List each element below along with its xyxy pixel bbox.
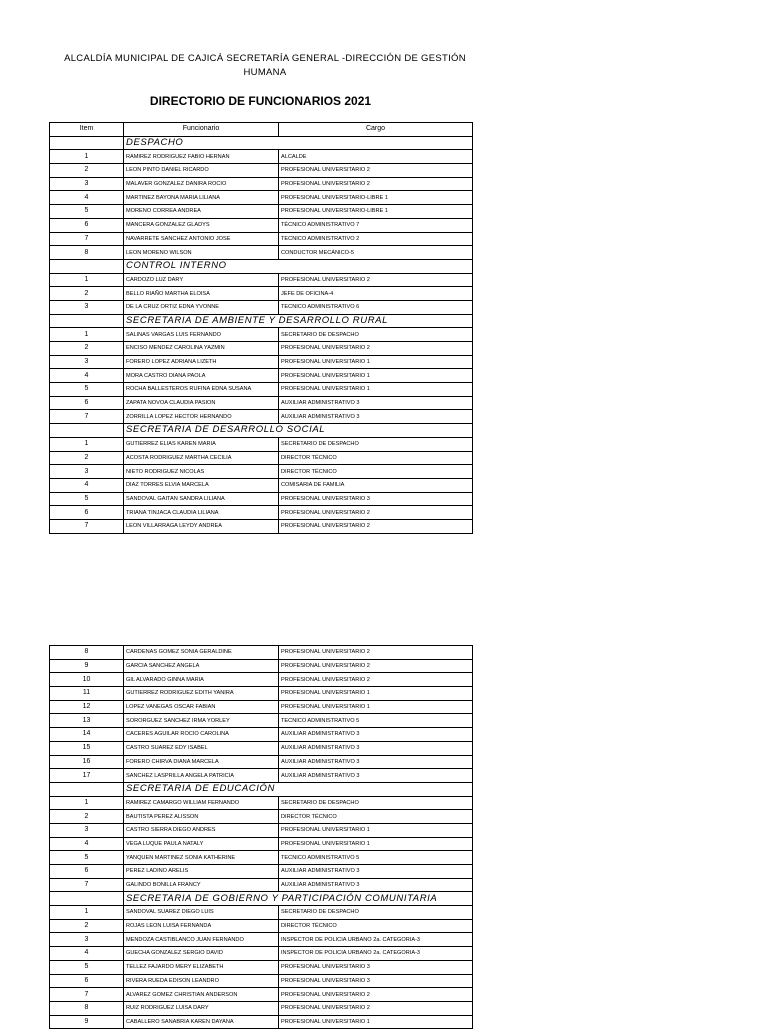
table-row xyxy=(50,673,473,687)
table-row xyxy=(50,865,473,879)
cargo-cell: SECRETARIO DE DESPACHO xyxy=(279,328,473,342)
item-cell: 5 xyxy=(50,383,124,397)
item-cell: 12 xyxy=(50,700,124,714)
funcionario-cell: MORENO CORREA ANDREA xyxy=(124,205,279,219)
cargo-cell: PROFESIONAL UNIVERSITARIO 2 xyxy=(279,506,473,520)
table-row xyxy=(50,796,473,810)
table-row xyxy=(50,974,473,988)
table-row xyxy=(50,451,473,465)
item-cell: 3 xyxy=(50,355,124,369)
funcionario-cell: ALVAREZ GOMEZ CHRISTIAN ANDERSON xyxy=(124,988,279,1002)
funcionario-cell: PEREZ LADINO ARELIS xyxy=(124,865,279,879)
cargo-cell: PROFESIONAL UNIVERSITARIO 2 xyxy=(279,342,473,356)
item-cell: 17 xyxy=(50,769,124,783)
cargo-cell: TECNICO ADMINISTRATIVO 5 xyxy=(279,851,473,865)
table-row xyxy=(50,328,473,342)
table-row xyxy=(50,714,473,728)
item-cell: 7 xyxy=(50,410,124,424)
funcionario-cell: CACERES AGUILAR ROCIO CAROLINA xyxy=(124,728,279,742)
table-row xyxy=(50,287,473,301)
cargo-cell: TECNICO ADMINISTRATIVO 6 xyxy=(279,300,473,314)
cargo-cell: AUXILIAR ADMINISTRATIVO 3 xyxy=(279,865,473,879)
table-row xyxy=(50,273,473,287)
funcionario-cell: LEON PINTO DANIEL RICARDO xyxy=(124,164,279,178)
cargo-cell: DIRECTOR TÉCNICO xyxy=(279,465,473,479)
funcionario-cell: DIAZ TORRES ELVIA MARCELA xyxy=(124,478,279,492)
funcionario-cell: BAUTISTA PEREZ ALISSON xyxy=(124,810,279,824)
item-cell: 3 xyxy=(50,823,124,837)
cargo-cell: SECRETARIO DE DESPACHO xyxy=(279,796,473,810)
table-row xyxy=(50,988,473,1002)
cargo-cell: AUXILIAR ADMINISTRATIVO 3 xyxy=(279,410,473,424)
funcionario-cell: CABALLERO SANABRIA KAREN DAYANA xyxy=(124,1015,279,1029)
item-cell: 5 xyxy=(50,205,124,219)
item-cell: 1 xyxy=(50,328,124,342)
cargo-cell: PROFESIONAL UNIVERSITARIO 1 xyxy=(279,383,473,397)
item-cell: 4 xyxy=(50,947,124,961)
table-row xyxy=(50,342,473,356)
table-row xyxy=(50,755,473,769)
cargo-cell: PROFESIONAL UNIVERSITARIO 3 xyxy=(279,960,473,974)
item-cell: 2 xyxy=(50,287,124,301)
table-row xyxy=(50,355,473,369)
item-cell: 8 xyxy=(50,246,124,260)
funcionario-cell: FORERO LOPEZ ADRIANA LIZETH xyxy=(124,355,279,369)
funcionario-cell: ZORRILLA LOPEZ HECTOR HERNANDO xyxy=(124,410,279,424)
funcionario-cell: GUECHA GONZALEZ SERGIO DAVID xyxy=(124,947,279,961)
cargo-cell: PROFESIONAL UNIVERSITARIO 2 xyxy=(279,646,473,660)
column-header-item: Item xyxy=(50,123,124,137)
item-cell: 4 xyxy=(50,191,124,205)
item-cell: 3 xyxy=(50,933,124,947)
item-cell: 7 xyxy=(50,988,124,1002)
table-row xyxy=(50,700,473,714)
item-cell: 8 xyxy=(50,1001,124,1015)
table-row xyxy=(50,851,473,865)
cargo-cell: PROFESIONAL UNIVERSITARIO-LIBRE 1 xyxy=(279,205,473,219)
cargo-cell: TÉCNICO ADMINISTRATIVO 7 xyxy=(279,218,473,232)
cargo-cell: PROFESIONAL UNIVERSITARIO 1 xyxy=(279,687,473,701)
table-row xyxy=(50,1015,473,1029)
section-title: SECRETARIA DE DESARROLLO SOCIAL xyxy=(124,424,473,438)
table-row xyxy=(50,837,473,851)
cargo-cell: PROFESIONAL UNIVERSITARIO 1 xyxy=(279,837,473,851)
cargo-cell: INSPECTOR DE POLICIA URBANO 2a. CATEGORIA-3 xyxy=(279,947,473,961)
cargo-cell: TECNICO ADMINISTRATIVO 2 xyxy=(279,232,473,246)
item-cell: 2 xyxy=(50,810,124,824)
item-cell: 2 xyxy=(50,451,124,465)
table-row xyxy=(50,769,473,783)
cargo-cell: PROFESIONAL UNIVERSITARIO 1 xyxy=(279,823,473,837)
table-row xyxy=(50,437,473,451)
cargo-cell: INSPECTOR DE POLICIA URBANO 2a. CATEGORIA-3 xyxy=(279,933,473,947)
funcionario-cell: MANCERA GONZALEZ GLADYS xyxy=(124,218,279,232)
section-blank-cell xyxy=(50,782,124,796)
cargo-cell: DIRECTOR TÉCNICO xyxy=(279,451,473,465)
table-row xyxy=(50,728,473,742)
table-row xyxy=(50,396,473,410)
item-cell: 3 xyxy=(50,177,124,191)
cargo-cell: AUXILIAR ADMINISTRATIVO 3 xyxy=(279,769,473,783)
column-header-cargo: Cargo xyxy=(279,123,473,137)
section-row xyxy=(50,424,473,438)
table-row xyxy=(50,191,473,205)
funcionario-cell: SALINAS VARGAS LUIS FERNANDO xyxy=(124,328,279,342)
directory-title: DIRECTORIO DE FUNCIONARIOS 2021 xyxy=(149,94,372,108)
table-row xyxy=(50,465,473,479)
section-title: SECRETARIA DE AMBIENTE Y DESARROLLO RURAL xyxy=(124,314,473,328)
cargo-cell: PROFESIONAL UNIVERSITARIO 2 xyxy=(279,1001,473,1015)
item-cell: 6 xyxy=(50,396,124,410)
section-row xyxy=(50,892,473,906)
cargo-cell: PROFESIONAL UNIVERSITARIO 2 xyxy=(279,177,473,191)
table-row xyxy=(50,246,473,260)
funcionario-cell: CARDENAS GOMEZ SONIA GERALDINE xyxy=(124,646,279,660)
funcionario-cell: SANCHEZ LASPRILLA ANGELA PATRICIA xyxy=(124,769,279,783)
column-header-funcionario: Funcionario xyxy=(124,123,279,137)
table-row xyxy=(50,906,473,920)
table-row xyxy=(50,919,473,933)
funcionario-cell: TELLEZ FAJARDO MERY ELIZABETH xyxy=(124,960,279,974)
section-blank-cell xyxy=(50,136,124,150)
table-header-row xyxy=(50,123,473,137)
funcionario-cell: LOPEZ VANEGAS OSCAR FABIAN xyxy=(124,700,279,714)
item-cell: 6 xyxy=(50,974,124,988)
cargo-cell: SECRETARIO DE DESPACHO xyxy=(279,906,473,920)
cargo-cell: AUXILIAR ADMINISTRATIVO 3 xyxy=(279,396,473,410)
cargo-cell: PROFESIONAL UNIVERSITARIO 2 xyxy=(279,273,473,287)
section-title: DESPACHO xyxy=(124,136,473,150)
cargo-cell: DIRECTOR TÉCNICO xyxy=(279,810,473,824)
item-cell: 5 xyxy=(50,851,124,865)
table-row xyxy=(50,177,473,191)
table-row xyxy=(50,519,473,533)
funcionario-cell: CASTRO SIERRA DIEGO ANDRES xyxy=(124,823,279,837)
item-cell: 6 xyxy=(50,865,124,879)
table-row xyxy=(50,205,473,219)
cargo-cell: SECRETARIO DE DESPACHO xyxy=(279,437,473,451)
section-title: SECRETARIA DE EDUCACIÓN xyxy=(124,782,473,796)
item-cell: 2 xyxy=(50,164,124,178)
funcionario-cell: TRIANA TINJACA CLAUDIA LILIANA xyxy=(124,506,279,520)
table-row xyxy=(50,810,473,824)
item-cell: 13 xyxy=(50,714,124,728)
funcionario-cell: LEON VILLARRAGA LEYDY ANDREA xyxy=(124,519,279,533)
item-cell: 9 xyxy=(50,1015,124,1029)
cargo-cell: PROFESIONAL UNIVERSITARIO 2 xyxy=(279,519,473,533)
item-cell: 1 xyxy=(50,150,124,164)
item-cell: 2 xyxy=(50,919,124,933)
table-row xyxy=(50,383,473,397)
item-cell: 15 xyxy=(50,741,124,755)
item-cell: 3 xyxy=(50,465,124,479)
table-row xyxy=(50,300,473,314)
item-cell: 1 xyxy=(50,906,124,920)
table-row xyxy=(50,960,473,974)
item-cell: 2 xyxy=(50,342,124,356)
table-row xyxy=(50,150,473,164)
funcionario-cell: SORORGUEZ SANCHEZ IRMA YORLEY xyxy=(124,714,279,728)
funcionario-cell: MORA CASTRO DIANA PAOLA xyxy=(124,369,279,383)
item-cell: 5 xyxy=(50,960,124,974)
table-row xyxy=(50,1001,473,1015)
item-cell: 1 xyxy=(50,796,124,810)
cargo-cell: AUXILIAR ADMINISTRATIVO 3 xyxy=(279,728,473,742)
section-title: SECRETARIA DE GOBIERNO Y PARTICIPACIÓN COMUNITARIA xyxy=(124,892,473,906)
section-row xyxy=(50,782,473,796)
cargo-cell: PROFESIONAL UNIVERSITARIO 2 xyxy=(279,673,473,687)
funcionario-cell: RUIZ RODRIGUEZ LUISA DARY xyxy=(124,1001,279,1015)
table-row xyxy=(50,646,473,660)
item-cell: 6 xyxy=(50,506,124,520)
item-cell: 11 xyxy=(50,687,124,701)
funcionario-cell: RIVERA RUEDA EDISON LEANDRO xyxy=(124,974,279,988)
item-cell: 3 xyxy=(50,300,124,314)
table-row xyxy=(50,933,473,947)
item-cell: 7 xyxy=(50,878,124,892)
table-row xyxy=(50,741,473,755)
cargo-cell: AUXILIAR ADMINISTRATIVO 3 xyxy=(279,755,473,769)
table-row xyxy=(50,947,473,961)
cargo-cell: TECNICO ADMINISTRATIVO 5 xyxy=(279,714,473,728)
table-row xyxy=(50,369,473,383)
item-cell: 5 xyxy=(50,492,124,506)
cargo-cell: ALCALDE xyxy=(279,150,473,164)
organization-header: ALCALDÍA MUNICIPAL DE CAJICÁ SECRETARÍA GENERAL -DIRECCIÓN DE GESTIÓN HUMANA xyxy=(64,53,466,78)
item-cell: 7 xyxy=(50,519,124,533)
table-row xyxy=(50,410,473,424)
funcionario-cell: GALINDO BONILLA FRANCY xyxy=(124,878,279,892)
cargo-cell: PROFESIONAL UNIVERSITARIO 1 xyxy=(279,355,473,369)
funcionario-cell: GARCIA SANCHEZ ANGELA xyxy=(124,659,279,673)
funcionario-cell: ENCISO MENDEZ CAROLINA YAZMIN xyxy=(124,342,279,356)
cargo-cell: PROFESIONAL UNIVERSITARIO 1 xyxy=(279,700,473,714)
funcionario-cell: GUTIERREZ RODRIGUEZ EDITH YANIRA xyxy=(124,687,279,701)
cargo-cell: PROFESIONAL UNIVERSITARIO 3 xyxy=(279,492,473,506)
item-cell: 8 xyxy=(50,646,124,660)
item-cell: 4 xyxy=(50,837,124,851)
funcionario-cell: GIL ALVARADO GINNA MARIA xyxy=(124,673,279,687)
funcionario-cell: RAMIREZ CAMARGO WILLIAM FERNANDO xyxy=(124,796,279,810)
cargo-cell: PROFESIONAL UNIVERSITARIO 3 xyxy=(279,974,473,988)
funcionario-cell: BELLO RIAÑO MARTHA ELOISA xyxy=(124,287,279,301)
section-row xyxy=(50,314,473,328)
funcionario-cell: DE LA CRUZ ORTIZ EDNA YVONNE xyxy=(124,300,279,314)
funcionario-cell: LEON MORENO WILSON xyxy=(124,246,279,260)
section-blank-cell xyxy=(50,892,124,906)
table-row xyxy=(50,232,473,246)
section-blank-cell xyxy=(50,424,124,438)
item-cell: 7 xyxy=(50,232,124,246)
funcionario-cell: YANQUEN MARTINEZ SONIA KATHERINE xyxy=(124,851,279,865)
table-row xyxy=(50,878,473,892)
section-blank-cell xyxy=(50,314,124,328)
funcionario-cell: ACOSTA RODRIGUEZ MARTHA CECILIA xyxy=(124,451,279,465)
funcionario-cell: MARTINEZ BAYONA MARIA LILIANA xyxy=(124,191,279,205)
item-cell: 4 xyxy=(50,369,124,383)
directory-table-page-2 xyxy=(49,645,473,1029)
table-row xyxy=(50,506,473,520)
table-row xyxy=(50,478,473,492)
cargo-cell: JEFE DE OFICINA-4 xyxy=(279,287,473,301)
item-cell: 1 xyxy=(50,437,124,451)
funcionario-cell: SANDOVAL SUAREZ DIEGO LUIS xyxy=(124,906,279,920)
cargo-cell: AUXILIAR ADMINISTRATIVO 3 xyxy=(279,741,473,755)
funcionario-cell: VEGA LUQUE PAULA NATALY xyxy=(124,837,279,851)
section-row xyxy=(50,136,473,150)
cargo-cell: PROFESIONAL UNIVERSITARIO 2 xyxy=(279,659,473,673)
funcionario-cell: ZAPATA NOVOA CLAUDIA PASION xyxy=(124,396,279,410)
item-cell: 4 xyxy=(50,478,124,492)
funcionario-cell: RAMIREZ RODRIGUEZ FABIO HERNAN xyxy=(124,150,279,164)
cargo-cell: DIRECTOR TÉCNICO xyxy=(279,919,473,933)
cargo-cell: AUXILIAR ADMINISTRATIVO 3 xyxy=(279,878,473,892)
table-row xyxy=(50,164,473,178)
item-cell: 10 xyxy=(50,673,124,687)
cargo-cell: COMISARIA DE FAMILIA xyxy=(279,478,473,492)
section-blank-cell xyxy=(50,259,124,273)
section-title: CONTROL INTERNO xyxy=(124,259,473,273)
table-row xyxy=(50,687,473,701)
table-row xyxy=(50,492,473,506)
table-row xyxy=(50,218,473,232)
table-row xyxy=(50,659,473,673)
section-row xyxy=(50,259,473,273)
funcionario-cell: GUTIERREZ ELIAS KAREN MARIA xyxy=(124,437,279,451)
item-cell: 14 xyxy=(50,728,124,742)
funcionario-cell: MALAVER GONZALEZ DANIRA ROCIO xyxy=(124,177,279,191)
directory-table-page-1 xyxy=(49,122,473,534)
cargo-cell: CONDUCTOR MECÁNICO-5 xyxy=(279,246,473,260)
funcionario-cell: SANDOVAL GAITAN SANDRA LILIANA xyxy=(124,492,279,506)
cargo-cell: PROFESIONAL UNIVERSITARIO 2 xyxy=(279,164,473,178)
funcionario-cell: NIETO RODRIGUEZ NICOLAS xyxy=(124,465,279,479)
item-cell: 9 xyxy=(50,659,124,673)
funcionario-cell: NAVARRETE SANCHEZ ANTONIO JOSE xyxy=(124,232,279,246)
cargo-cell: PROFESIONAL UNIVERSITARIO 1 xyxy=(279,1015,473,1029)
funcionario-cell: ROJAS LEON LUISA FERNANDA xyxy=(124,919,279,933)
funcionario-cell: CARDOZO LUZ DARY xyxy=(124,273,279,287)
cargo-cell: PROFESIONAL UNIVERSITARIO 1 xyxy=(279,369,473,383)
cargo-cell: PROFESIONAL UNIVERSITARIO-LIBRE 1 xyxy=(279,191,473,205)
item-cell: 16 xyxy=(50,755,124,769)
table-row xyxy=(50,823,473,837)
funcionario-cell: CASTRO SUAREZ EDY ISABEL xyxy=(124,741,279,755)
cargo-cell: PROFESIONAL UNIVERSITARIO 2 xyxy=(279,988,473,1002)
funcionario-cell: ROCHA BALLESTEROS RUFINA EDNA SUSANA xyxy=(124,383,279,397)
item-cell: 1 xyxy=(50,273,124,287)
funcionario-cell: FORERO CHIRVA DIANA MARCELA xyxy=(124,755,279,769)
item-cell: 6 xyxy=(50,218,124,232)
funcionario-cell: MENDOZA CASTIBLANCO JUAN FERNANDO xyxy=(124,933,279,947)
